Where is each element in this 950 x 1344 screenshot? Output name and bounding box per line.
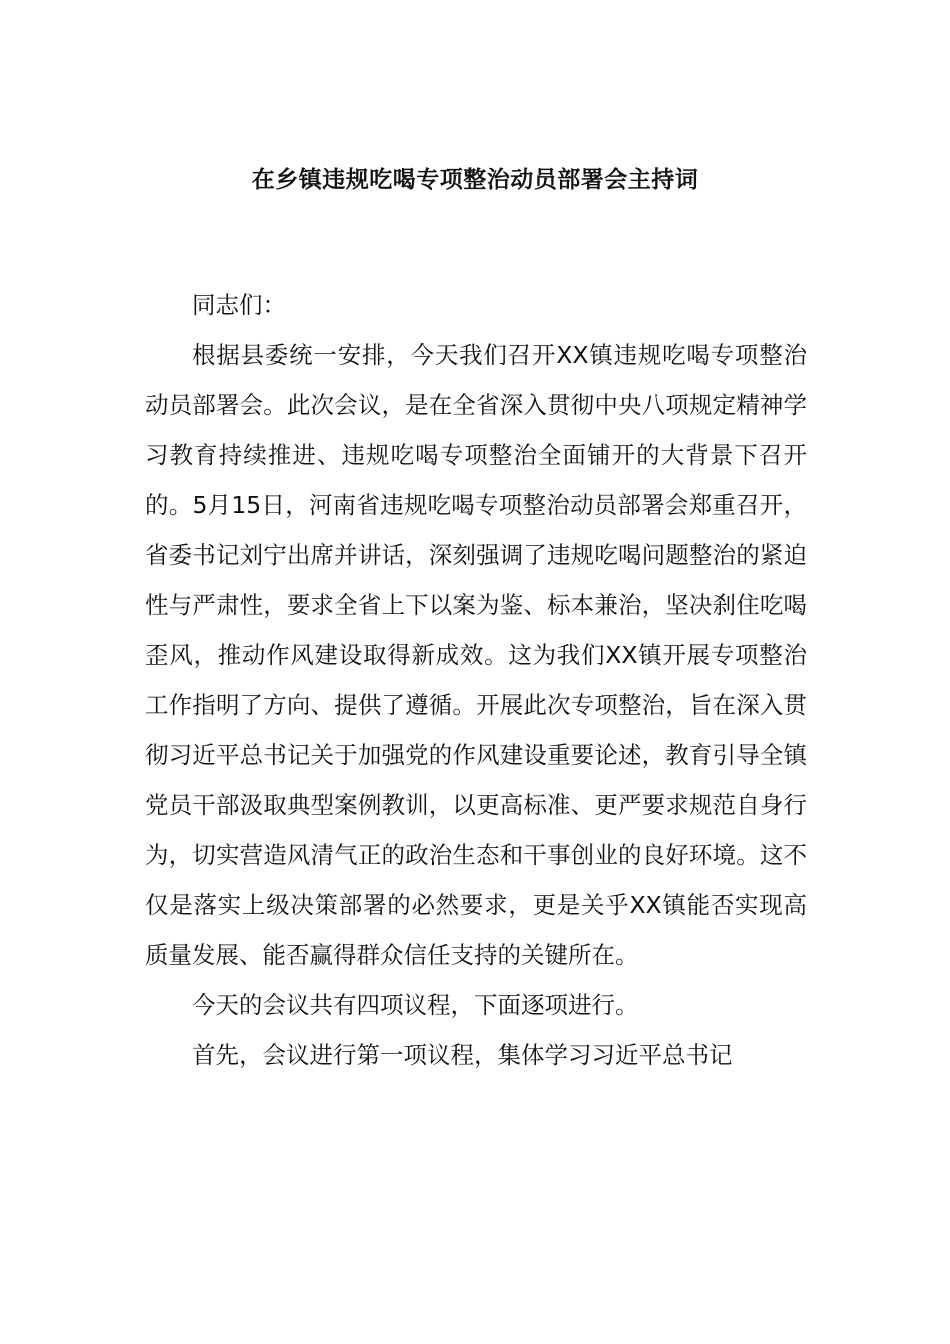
document-title: 在乡镇违规吃喝专项整治动员部署会主持词: [251, 167, 699, 193]
paragraph-background: 根据县委统一安排，今天我们召开XX镇违规吃喝专项整治动员部署会。此次会议，是在全省深入贯彻中央八项规定精神学习教育持续推进、违规吃喝专项整治全面铺开的大背景下召开的。5月15日，河南省违规吃喝专项整治动员部署会郑重召开，省委书记刘宁出席并讲话，深刻强调了违规吃喝问题整治的紧迫性与严肃性，要求全省上下以案为鉴、标本兼治，坚决刹住吃喝歪风，推动作风建设取得新成效。这为我们XX镇开展专项整治工作指明了方向、提供了遵循。开展此次专项整治，旨在深入贯彻习近平总书记关于加强党的作风建设重要论述，教育引导全镇党员干部汲取典型案例教训，以更高标准、更严要求规范自身行为，切实营造风清气正的政治生态和干事创业的良好环境。这不仅是落实上级决策部署的必然要求，更是关乎XX镇能否实现高质量发展、能否赢得群众信任支持的关键所在。: [145, 341, 807, 969]
paragraph-first-item: 首先，会议进行第一项议程，集体学习习近平总书记: [192, 1041, 733, 1069]
document-body: [145, 280, 807, 1080]
paragraph-salutation: 同志们：: [192, 291, 286, 319]
paragraph-agenda-intro: 今天的会议共有四项议程，下面逐项进行。: [192, 991, 639, 1019]
